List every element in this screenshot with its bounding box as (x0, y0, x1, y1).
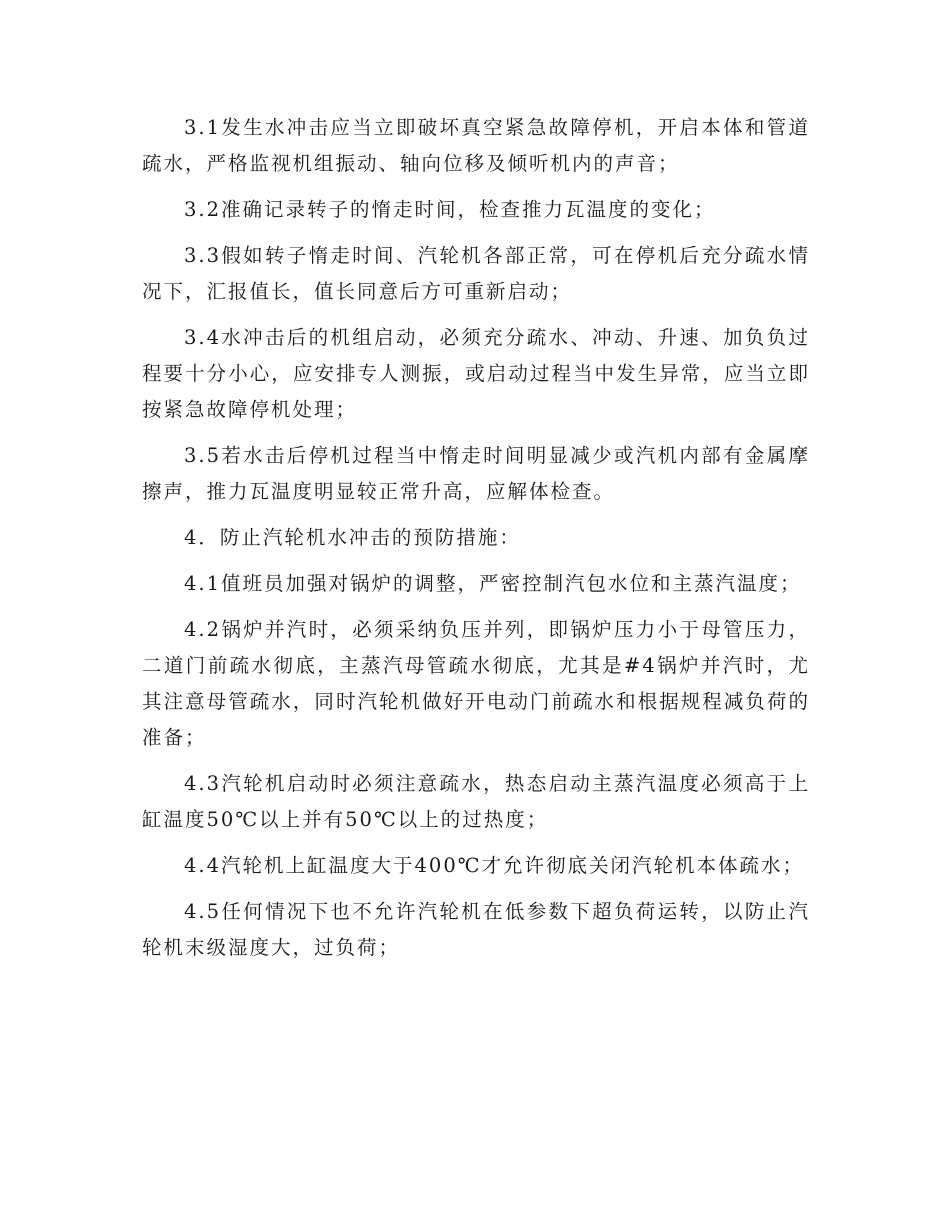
paragraph-4-4: 4.4汽轮机上缸温度大于400℃才允许彻底关闭汽轮机本体疏水； (184, 854, 805, 877)
paragraph-3-5: 3.5若水击后停机过程当中惰走时间明显减少或汽机内部有金属摩擦声，推力瓦温度明显较正常升高，应解体检查。 (142, 444, 810, 503)
paragraph-4-5: 4.5任何情况下也不允许汽轮机在低参数下超负荷运转，以防止汽轮机末级湿度大，过负荷； (142, 900, 810, 959)
paragraph-4-3: 4.3汽轮机启动时必须注意疏水，热态启动主蒸汽温度必须高于上缸温度50℃以上并有50℃以上的过热度； (142, 772, 810, 831)
section-heading-4: 4．防止汽轮机水冲击的预防措施： (184, 526, 521, 549)
paragraph-4-2: 4.2锅炉并汽时，必须采纳负压并列，即锅炉压力小于母管压力，二道门前疏水彻底，主蒸汽母管疏水彻底，尤其是#4锅炉并汽时，尤其注意母管疏水，同时汽轮机做好开电动门前疏水和根据规程减负荷的准备； (142, 618, 810, 749)
paragraph-3-2: 3.2准确记录转子的惰走时间，检查推力瓦温度的变化； (184, 198, 716, 221)
document-page (142, 110, 810, 976)
paragraph-4-1: 4.1值班员加强对锅炉的调整，严密控制汽包水位和主蒸汽温度； (184, 572, 802, 595)
paragraph-3-1: 3.1发生水冲击应当立即破坏真空紧急故障停机，开启本体和管道疏水，严格监视机组振动、轴向位移及倾听机内的声音； (142, 116, 810, 175)
paragraph-3-4: 3.4水冲击后的机组启动，必须充分疏水、冲动、升速、加负负过程要十分小心，应安排专人测振，或启动过程当中发生异常，应当立即按紧急故障停机处理； (142, 326, 810, 421)
paragraph-3-3: 3.3假如转子惰走时间、汽轮机各部正常，可在停机后充分疏水情况下，汇报值长，值长同意后方可重新启动； (142, 244, 810, 303)
